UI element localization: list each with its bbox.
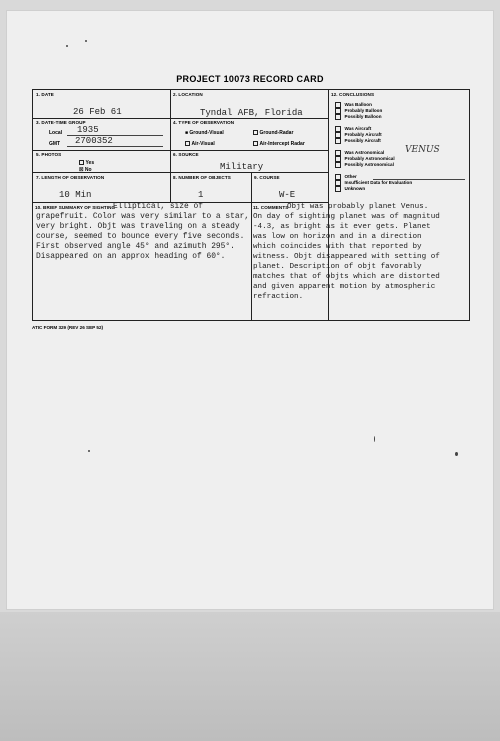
option-ground-radar: Ground-Radar — [253, 130, 293, 136]
conclusion-item: Possibly Balloon — [335, 114, 382, 120]
source-label: 6. SOURCE — [173, 152, 199, 157]
summary-line: very bright. Objt was traveling on a steady — [36, 222, 240, 231]
summary-line: course, seemed to bounce every five seconds. — [36, 232, 245, 241]
conclusion-item: Probably Balloon — [335, 108, 382, 114]
local-label: Local — [49, 130, 63, 136]
card-heading: PROJECT 10073 RECORD CARD — [176, 74, 324, 84]
num-objects-label: 8. NUMBER OF OBJECTS — [173, 175, 231, 180]
divider — [251, 172, 252, 321]
comment-line: Objt was probably planet Venus. — [287, 203, 429, 211]
form-number: ATIC FORM 329 (REV 26 SEP 52) — [32, 325, 104, 330]
comment-line: and given apparent motion by atmospheric — [253, 283, 436, 291]
divider — [33, 150, 328, 151]
conclusion-item: Possibly Aircraft — [335, 138, 381, 144]
course-value: W-E — [279, 190, 296, 200]
summary-line: grapefruit. Color was very similar to a star, — [36, 212, 250, 221]
photos-no: ☒ No — [79, 167, 92, 173]
comment-line: which coincides with that reported by — [253, 243, 422, 251]
length-value: 10 Min — [59, 190, 92, 200]
num-objects-value: 1 — [198, 190, 204, 200]
comment-line: planet. Description of objt favorably — [253, 263, 422, 271]
record-card — [32, 89, 470, 321]
divider — [33, 118, 328, 119]
dtg-label: 3. DATE-TIME GROUP — [36, 120, 86, 125]
date-value: 26 Feb 61 — [73, 107, 122, 117]
option-air-intercept-radar: Air-Intercept Radar — [253, 141, 305, 147]
location-label: 2. LOCATION — [173, 92, 203, 97]
scan-speck — [85, 40, 87, 42]
local-value: 1935 — [77, 125, 99, 135]
comments-label: 11. COMMENTS — [253, 205, 289, 210]
divider — [33, 172, 328, 173]
conclusion-item: Was Astronomical — [335, 150, 384, 156]
comment-line: -4.3, as bright as it ever gets. Planet — [253, 223, 431, 231]
conclusion-item: Possibly Astronomical — [335, 162, 394, 168]
conclusion-item: Insufficient Data for Evaluation — [335, 180, 412, 186]
conclusion-item: Other — [335, 174, 357, 180]
source-value: Military — [220, 162, 264, 172]
handwritten-venus-note: VENUS — [405, 145, 440, 155]
scan-speck — [374, 436, 375, 442]
gmt-value: 2700352 — [75, 136, 113, 146]
comment-line: matches that of objts which are distorted — [253, 273, 440, 281]
summary-label: 10. BRIEF SUMMARY OF SIGHTING — [35, 205, 116, 210]
underline — [67, 146, 163, 147]
conclusion-item: Was Balloon — [335, 102, 372, 108]
comment-line: was low on horizon and in a direction — [253, 233, 422, 241]
scan-speck — [88, 450, 90, 452]
scan-speck — [455, 452, 458, 456]
photos-label: 5. PHOTOS — [36, 152, 62, 157]
gmt-label: GMT — [49, 141, 61, 147]
scan-background — [0, 612, 500, 741]
divider — [170, 172, 171, 202]
summary-line: First observed angle 45° and azimuth 295°. — [36, 242, 235, 251]
conclusion-item: Unknown — [335, 186, 365, 192]
divider — [170, 90, 171, 178]
comment-line: refraction. — [253, 293, 304, 301]
date-label: 1. DATE — [36, 92, 54, 97]
length-label: 7. LENGTH OF OBSERVATION — [36, 175, 105, 180]
summary-line: Elliptical, size of — [113, 202, 203, 211]
scan-speck — [66, 45, 68, 47]
conclusion-item: Probably Astronomical — [335, 156, 395, 162]
conclusion-item: Was Aircraft — [335, 126, 371, 132]
comment-line: On day of sighting planet was of magnitud — [253, 213, 440, 221]
conclusion-item: Probably Aircraft — [335, 132, 382, 138]
option-air-visual: Air-Visual — [185, 141, 215, 147]
photos-yes: Yes — [79, 160, 94, 166]
type-obs-label: 4. TYPE OF OBSERVATION — [173, 120, 235, 125]
conclusions-label: 12. CONCLUSIONS — [331, 92, 375, 97]
comment-line: witness. Objt disappeared with setting of — [253, 253, 440, 261]
option-ground-visual: ■ Ground-Visual — [185, 130, 224, 136]
summary-line: Disappeared on an approx heading of 60°. — [36, 252, 226, 261]
course-label: 9. COURSE — [254, 175, 280, 180]
location-value: Tyndal AFB, Florida — [200, 108, 303, 118]
